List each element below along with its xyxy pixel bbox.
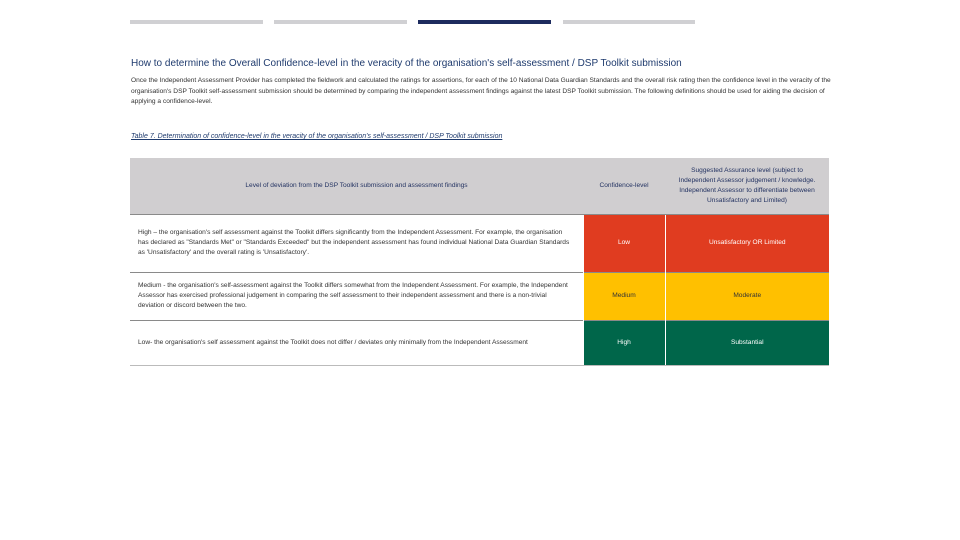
confidence-table bbox=[130, 158, 829, 366]
row-confidence: High bbox=[583, 320, 665, 365]
row-description: High – the organisation's self assessment against the Toolkit differs significantly from the Independent Assessment. For example, the organisation has declared as "Standards Met" or "Standards Exceeded" but the independent assessment has found individual National Data Guardian Standards as 'Unsatisfactory' and the overall rating is 'Unsatisfactory'. bbox=[130, 214, 583, 272]
table-row bbox=[130, 272, 829, 320]
row-confidence: Low bbox=[583, 214, 665, 272]
page-title: How to determine the Overall Confidence-level in the veracity of the organisation's self-assessment / DSP Toolkit submission bbox=[131, 58, 682, 69]
table-row bbox=[130, 320, 829, 365]
progress-step-2 bbox=[274, 20, 407, 24]
row-description: Low- the organisation's self assessment against the Toolkit does not differ / deviates only minimally from the Independent Assessment bbox=[130, 320, 583, 365]
row-confidence: Medium bbox=[583, 272, 665, 320]
table-row bbox=[130, 214, 829, 272]
row-description: Medium - the organisation's self-assessment against the Toolkit differs somewhat from the Independent Assessment. For example, the Independent Assessor has exercised professional judgement in comparing the self assessment to their independent assessment and there is a non-trivial deviation or discord between the two. bbox=[130, 272, 583, 320]
progress-step-3-active bbox=[418, 20, 551, 24]
progress-step-4 bbox=[563, 20, 695, 24]
progress-step-1 bbox=[130, 20, 263, 24]
table-header bbox=[130, 158, 829, 214]
intro-paragraph: Once the Independent Assessment Provider has completed the fieldwork and calculated the ratings for assertions, for each of the 10 National Data Guardian Standards and the overall risk rating then the confidence level in the veracity of the organisation's DSP Toolkit self-assessment submission should be determined by comparing the independent assessment findings against the latest DSP Toolkit submission. The following definitions should be used for aiding the decision of applying a confidence-level. bbox=[131, 77, 831, 105]
header-confidence: Confidence-level bbox=[583, 158, 665, 214]
row-assurance: Unsatisfactory OR Limited bbox=[665, 214, 829, 272]
row-assurance: Substantial bbox=[665, 320, 829, 365]
table-caption: Table 7. Determination of confidence-level in the veracity of the organisation's self-assessment / DSP Toolkit submission bbox=[131, 133, 503, 140]
header-deviation: Level of deviation from the DSP Toolkit submission and assessment findings bbox=[130, 158, 583, 214]
header-assurance: Suggested Assurance level (subject to Independent Assessor judgement / knowledge. Independent Assessor to differentiate between Unsatisfactory and Limited) bbox=[665, 158, 829, 214]
row-assurance: Moderate bbox=[665, 272, 829, 320]
